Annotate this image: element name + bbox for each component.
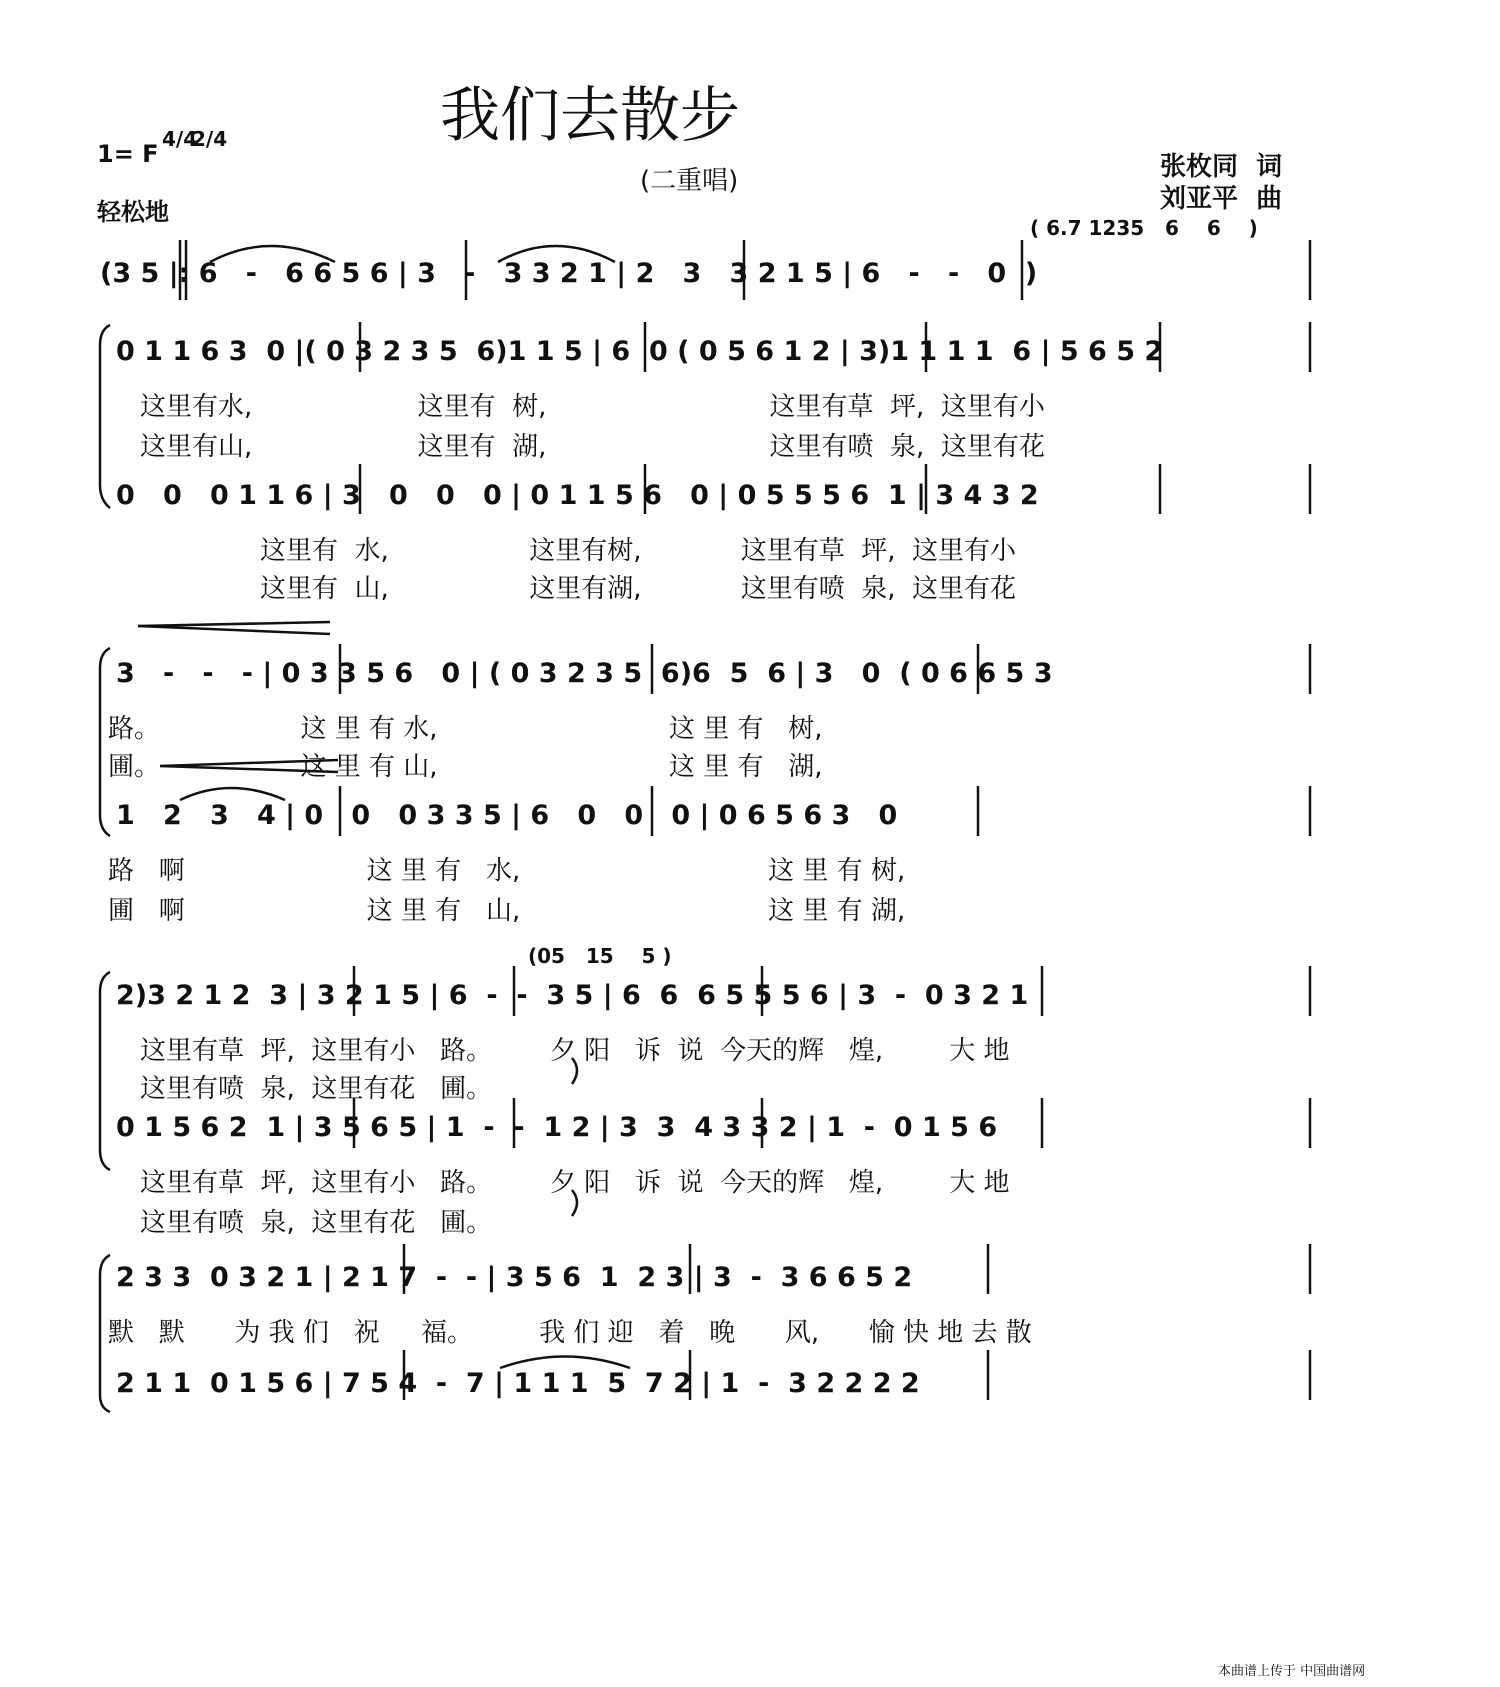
voice1-lyrics-verse1-line2: 路。 这 里 有 水, 这 里 有 树, (108, 714, 823, 744)
voice2-notes-line3: 0 1 5 6 2 1 | 3 5 6 5 | 1 - - 1 2 | 3 3 4 3 3 2 | 1 - 0 1 5 6 (116, 1112, 998, 1143)
footer-credit: 本曲谱上传于 中国曲谱网 (1218, 1664, 1366, 1679)
song-title: 我们去散步 (440, 81, 740, 151)
lyricist-credit: 张枚同 词 (1160, 152, 1283, 182)
verse-brace (572, 1190, 577, 1216)
hairpin (138, 622, 330, 626)
voice1-lyrics-verse2-line2: 圃。 这 里 有 山, 这 里 有 湖, (108, 752, 823, 782)
key-signature: 1= F (97, 140, 159, 168)
voice2-lyrics-verse2-line3: 这里有喷 泉, 这里有花 圃。 (140, 1208, 493, 1238)
slur (180, 788, 285, 800)
voice1-notes-line2: 3 - - - | 0 3 3 5 6 0 | ( 0 3 2 3 5 6)6 5 6 | 3 0 ( 0 6 6 5 3 (116, 658, 1053, 689)
voice2-lyrics-verse2-line1: 这里有 山, 这里有湖, 这里有喷 泉, 这里有花 (260, 574, 1017, 604)
slur (210, 246, 335, 262)
voice2-notes-line2: 1 2 3 4 | 0 0 0 3 3 5 | 6 0 0 0 | 0 6 5 6 3 0 (116, 800, 898, 831)
cue-notes: (05 15 5 ) (528, 944, 672, 968)
hairpin (138, 626, 330, 634)
time-signature-4-4: 4/4 (162, 127, 198, 151)
verse-brace (572, 1058, 577, 1084)
voice1-lyrics-verse2-line1: 这里有山, 这里有 湖, 这里有喷 泉, 这里有花 (140, 432, 1045, 462)
system-brace (100, 325, 110, 508)
system-brace (100, 648, 110, 836)
hairpin (160, 760, 338, 766)
voice2-notes-line1: 0 0 0 1 1 6 | 3 0 0 0 | 0 1 1 5 6 0 | 0 5 5 5 6 1 | 3 4 3 2 (116, 480, 1039, 511)
voice1-notes-line4: 2 3 3 0 3 2 1 | 2 1 7 - - | 3 5 6 1 2 3 | 3 - 3 6 6 5 2 (116, 1262, 913, 1293)
voice2-lyrics-verse1-line2: 路 啊 这 里 有 水, 这 里 有 树, (108, 856, 906, 886)
voice1-notes-line1: 0 1 1 6 3 0 |( 0 3 2 3 5 6)1 1 5 | 6 0 ( 0 5 6 1 2 | 3)1 1 1 1 6 | 5 6 5 2 (116, 336, 1164, 367)
voice1-lyrics-line4: 默 默 为 我 们 祝 福。 我 们 迎 着 晚 风, 愉 快 地 去 散 (108, 1318, 1032, 1348)
time-signature-2-4: 2/4 (192, 127, 228, 151)
voice1-lyrics-verse1-line1: 这里有水, 这里有 树, 这里有草 坪, 这里有小 (140, 392, 1045, 422)
tempo-marking: 轻松地 (97, 198, 169, 226)
system-brace (100, 972, 110, 1170)
voice1-notes-line3: 2)3 2 1 2 3 | 3 2 1 5 | 6 - - 3 5 | 6 6 6 5 5 5 6 | 3 - 0 3 2 1 (116, 980, 1029, 1011)
voice2-lyrics-verse1-line3: 这里有草 坪, 这里有小 路。 夕 阳 诉 说 今天的辉 煌, 大 地 (140, 1168, 1010, 1198)
voice2-lyrics-verse2-line2: 圃 啊 这 里 有 山, 这 里 有 湖, (108, 896, 906, 926)
voice2-lyrics-verse1-line1: 这里有 水, 这里有树, 这里有草 坪, 这里有小 (260, 536, 1017, 566)
composer-credit: 刘亚平 曲 (1160, 184, 1283, 214)
voice2-notes-line4: 2 1 1 0 1 5 6 | 7 5 4 - 7 | 1 1 1 5 7 2 | 1 - 3 2 2 2 2 (116, 1368, 920, 1399)
intro-notes: (3 5 |: 6 - 6 6 5 6 | 3 - 3 3 2 1 | 2 3 3 2 1 5 | 6 - - 0 ) (100, 258, 1038, 289)
voice1-lyrics-verse2-line3: 这里有喷 泉, 这里有花 圃。 (140, 1074, 493, 1104)
system-brace (100, 1255, 110, 1412)
subtitle: (二重唱) (640, 166, 739, 196)
slur (498, 246, 615, 262)
hairpin (160, 766, 338, 772)
intro-alternate: ( 6.7 1235 6 6 ) (1030, 216, 1258, 240)
voice1-lyrics-verse1-line3: 这里有草 坪, 这里有小 路。 夕 阳 诉 说 今天的辉 煌, 大 地 (140, 1036, 1010, 1066)
slur (500, 1357, 630, 1369)
